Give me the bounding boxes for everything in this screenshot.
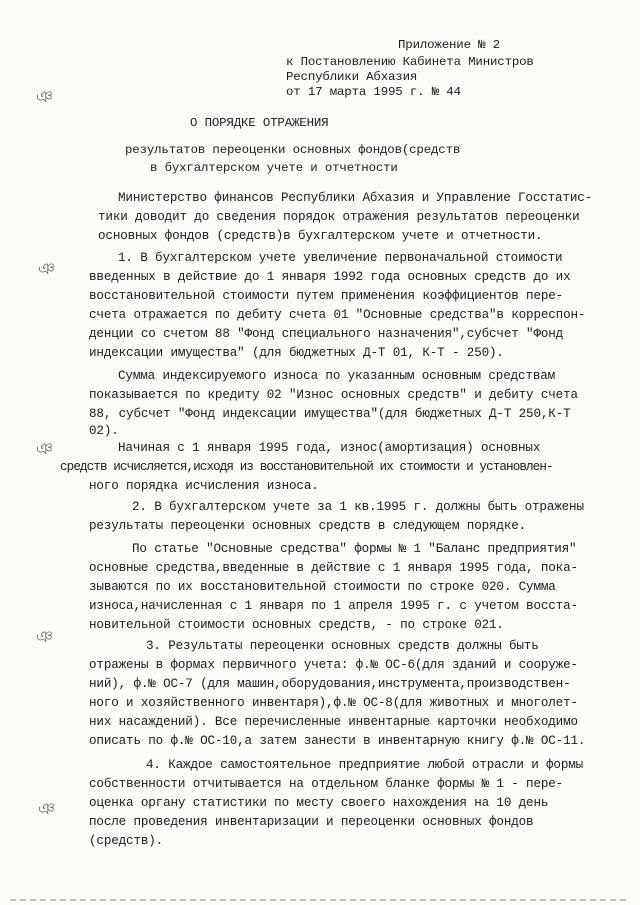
scan-bottom-edge: [10, 899, 630, 901]
appendix-date: от 17 марта 1995 г. № 44: [286, 85, 461, 99]
document-title: О ПОРЯДКЕ ОТРАЖЕНИЯ: [190, 116, 329, 130]
body-line: износа,начисленная с 1 января по 1 апреля 1995 г. с учетом восста-: [89, 599, 578, 613]
punch-hole-mark-5: ঞ: [38, 801, 55, 819]
body-line: По статье "Основные средства" формы № 1 "Баланс предприятия": [132, 542, 577, 556]
body-line: средств исчисляется,исходя из восстановительной их стоимости и установлен-: [60, 460, 553, 474]
body-line: основные средства,введенные в действие с 1 января 1995 года, пока-: [89, 561, 578, 575]
body-line: восстановительной стоимости путем применения коэффициентов пере-: [89, 289, 564, 303]
punch-hole-mark-4: ঞ: [36, 629, 53, 647]
body-line: них насаждений). Все перечисленные инвентарные карточки необходимо: [89, 715, 578, 729]
body-line: зываются по их восстановительной стоимости по строке 020. Сумма: [89, 580, 556, 594]
body-line: (средств).: [89, 834, 164, 848]
document-subtitle-2: в бухгалтерском учете и отчетности: [150, 161, 398, 175]
body-line: 3. Результаты переоценки основных средств должны быть: [146, 639, 539, 653]
punch-hole-mark-2: ঞ: [38, 261, 55, 279]
body-line: ний), ф.№ ОС-7 (для машин,оборудования,инструмента,производствен-: [89, 677, 571, 691]
body-line: Министерство финансов Республики Абхазия и Управление Госстатис-: [118, 191, 593, 205]
body-line: показывается по кредиту 02 "Износ основных средств" и дебиту счета: [89, 388, 578, 402]
body-line: после проведения инвентаризации и переоценки основных фондов: [89, 815, 534, 829]
body-line: собственности отчитывается на отдельном бланке формы № 1 - пере-: [89, 777, 564, 791]
body-line: 88, субсчет "Фонд индексации имущества"(для бюджетных Д-Т 250,К-Т: [89, 407, 571, 421]
body-line: введенных в действие до 1 января 1992 года основных средств до их: [89, 270, 571, 284]
body-line: ного и хозяйственного инвентаря),ф.№ ОС-8(для животных и многолет-: [89, 696, 578, 710]
document-subtitle-1: результатов переоценки основных фондов(средств: [125, 143, 461, 157]
body-line: денции со счетом 88 "Фонд специального назначения",субсчет "Фонд: [89, 327, 564, 341]
appendix-number: Приложение № 2: [398, 38, 500, 52]
body-line: Начиная с 1 января 1995 года, износ(амортизация) основных: [118, 441, 541, 455]
body-line: отражены в формах первичного учета: ф.№ ОС-6(для зданий и сооруже-: [89, 658, 578, 672]
body-line: результаты переоценки основных средств в следующем порядке.: [89, 519, 527, 533]
appendix-reference: к Постановлению Кабинета Министров: [286, 55, 534, 69]
body-line: 2. В бухгалтерском учете за 1 кв.1995 г. должны быть отражены: [132, 500, 584, 514]
punch-hole-mark-1: ঞ: [36, 89, 53, 107]
body-line: 4. Каждое самостоятельное предприятие любой отрасли и формы: [146, 758, 584, 772]
body-line: Сумма индексируемого износа по указанным основным средствам: [118, 369, 556, 383]
body-line: новительной стоимости основных средств, - по строке 021.: [89, 618, 504, 632]
punch-hole-mark-3: ঞ: [36, 441, 53, 459]
body-line: описать по ф.№ ОС-10,а затем занести в инвентарную книгу ф.№ ОС-11.: [89, 734, 586, 748]
body-line: 02).: [89, 424, 119, 438]
body-line: индексации имущества" (для бюджетных Д-Т 01, К-Т - 250).: [89, 346, 504, 360]
body-line: 1. В бухгалтерском учете увеличение первоначальной стоимости: [118, 251, 563, 265]
body-line: основных фондов (средств)в бухгалтерском учете и отчетности.: [98, 229, 543, 243]
body-line: оценка органу статистики по месту своего нахождения на 10 день: [89, 796, 549, 810]
body-line: счета отражается по дебиту счета 01 "Основные средства"в корреспон-: [89, 308, 586, 322]
appendix-republic: Республики Абхазия: [286, 70, 418, 84]
body-line: ного порядка исчисления износа.: [89, 479, 319, 493]
body-line: тики доводит до сведения порядок отражения результатов переоценки: [98, 210, 580, 224]
